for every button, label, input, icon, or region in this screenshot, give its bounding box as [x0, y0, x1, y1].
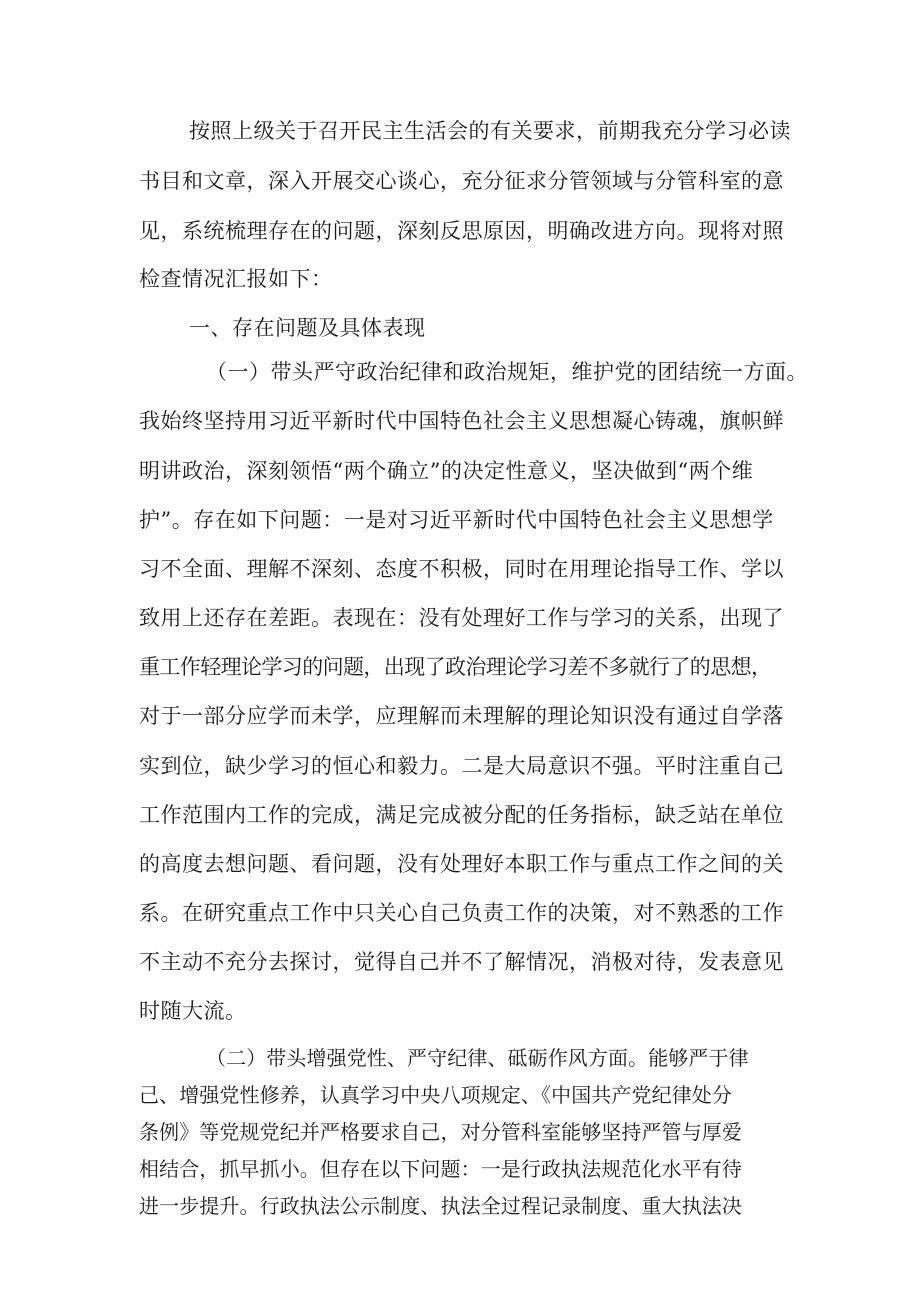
section1-line: 的高度去想问题、看问题，没有处理好本职工作与重点工作之间的关 — [139, 852, 784, 876]
section1-line: （一）带头严守政治纪律和政治规矩，维护党的团结统一方面。 — [206, 360, 808, 384]
section1-line: 习不全面、理解不深刻、态度不积极，同时在用理论指导工作、学以 — [139, 557, 784, 581]
intro-line: 见，系统梳理存在的问题，深刻反思原因，明确改进方向。现将对照 — [139, 219, 784, 243]
section2-line: 己、增强党性修养，认真学习中央八项规定、《中国共产党纪律处分 — [139, 1083, 732, 1107]
section1-line: 致用上还存在差距。表现在：没有处理好工作与学习的关系，出现了 — [139, 606, 784, 630]
intro-line: 按照上级关于召开民主生活会的有关要求，前期我充分学习必读 — [189, 119, 791, 143]
section1-line: 重工作轻理论学习的问题，出现了政治理论学习差不多就行了的思想， — [139, 655, 772, 679]
section1-line: 护”。存在如下问题：一是对习近平新时代中国特色社会主义思想学 — [139, 508, 774, 532]
intro-line: 检查情况汇报如下： — [139, 267, 333, 291]
section1-line: 明讲政治，深刻领悟“两个确立”的决定性意义，坚决做到“两个维 — [139, 459, 754, 483]
section2-line: 相结合，抓早抓小。但存在以下问题：一是行政执法规范化水平有待 — [139, 1157, 742, 1181]
section2-line: 进一步提升。行政执法公示制度、执法全过程记录制度、重大执法决 — [139, 1194, 742, 1218]
section1-line: 不主动不充分去探讨，觉得自己并不了解情况，消极对待，发表意见 — [139, 950, 784, 974]
section1-line: 对于一部分应学而未学，应理解而未理解的理论知识没有通过自学落 — [139, 704, 784, 728]
section1-line: 时随大流。 — [139, 999, 247, 1023]
section1-line: 我始终坚持用习近平新时代中国特色社会主义思想凝心铸魂，旗帜鲜 — [139, 409, 784, 433]
section1-line: 实到位，缺少学习的恒心和毅力。二是大局意识不强。平时注重自己 — [139, 754, 784, 778]
section2-line: 条例》等党规党纪并严格要求自己，对分管科室能够坚持严管与厚爱 — [139, 1120, 742, 1144]
section1-line: 系。在研究重点工作中只关心自己负责工作的决策，对不熟悉的工作 — [139, 901, 784, 925]
intro-line: 书目和文章，深入开展交心谈心，充分征求分管领域与分管科室的意 — [139, 169, 784, 193]
section-heading: 一、存在问题及具体表现 — [189, 316, 426, 340]
section2-line: （二）带头增强党性、严守纪律、砥砺作风方面。能够严于律 — [206, 1046, 749, 1070]
section1-line: 工作范围内工作的完成，满足完成被分配的任务指标，缺乏站在单位 — [139, 803, 784, 827]
